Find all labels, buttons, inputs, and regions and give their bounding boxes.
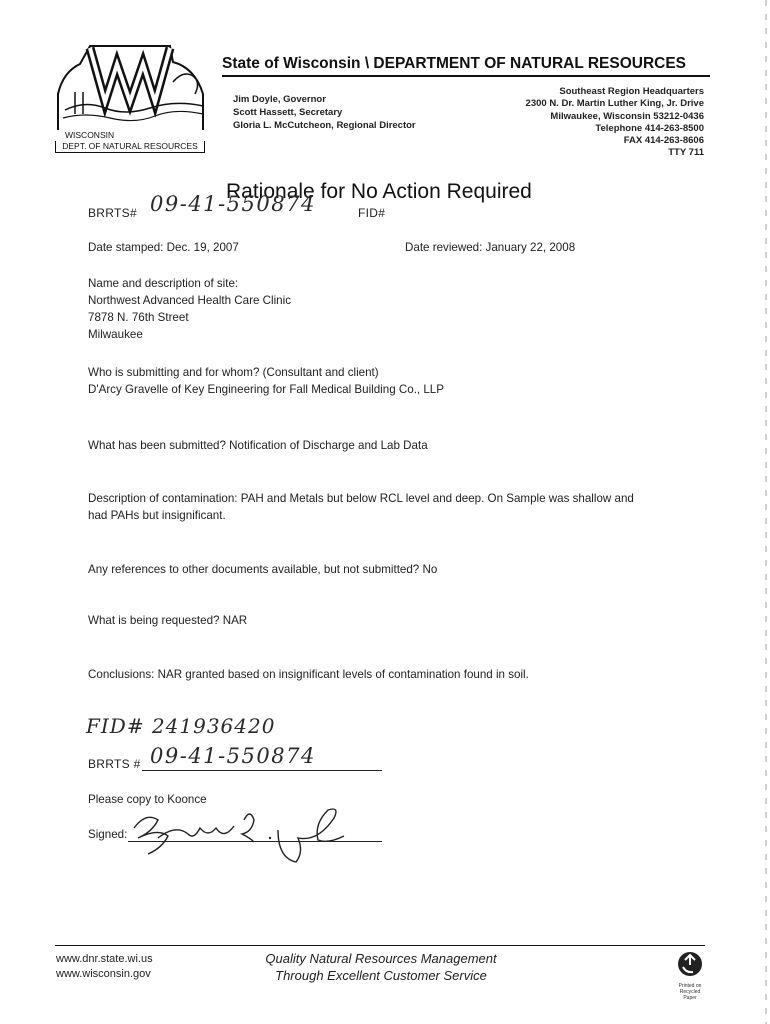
contamination-section bbox=[88, 490, 634, 524]
date-stamped: Date stamped: Dec. 19, 2007 bbox=[88, 241, 239, 254]
agency-rule bbox=[222, 75, 710, 77]
site-section bbox=[88, 275, 291, 343]
submitter-section bbox=[88, 364, 444, 398]
recycled-text-3: Paper bbox=[683, 995, 697, 1001]
logo-text-wisconsin: WISCONSIN bbox=[65, 130, 115, 140]
brrts-handwritten: 09-41-550874 bbox=[150, 192, 316, 216]
requested-line: What is being requested? NAR bbox=[88, 614, 248, 627]
footer-url-dnr[interactable]: www.dnr.state.wi.us bbox=[56, 953, 153, 965]
logo-caption bbox=[55, 130, 205, 153]
site-city: Milwaukee bbox=[88, 328, 143, 341]
submitter-question: Who is submitting and for whom? (Consultant and client) bbox=[88, 366, 379, 379]
hq-city: Milwaukee, Wisconsin 53212-0436 bbox=[550, 110, 704, 122]
signature bbox=[128, 798, 358, 868]
hq-tty: TTY 711 bbox=[668, 147, 704, 159]
official-regional-director: Gloria L. McCutcheon, Regional Director bbox=[233, 120, 416, 131]
hq-street: 2300 N. Dr. Martin Luther King, Jr. Drive bbox=[525, 98, 704, 110]
signed-label: Signed: bbox=[88, 828, 128, 841]
officials-list bbox=[233, 93, 416, 132]
hq-telephone: Telephone 414-263-8500 bbox=[595, 122, 704, 134]
date-reviewed: Date reviewed: January 22, 2008 bbox=[405, 241, 576, 254]
footer-motto bbox=[226, 950, 536, 984]
dnr-logo-mark bbox=[55, 42, 205, 130]
headquarters-address bbox=[526, 86, 704, 160]
fid-label: FID# bbox=[358, 206, 386, 220]
conclusions-line: Conclusions: NAR granted based on insignificant levels of contamination found in soil. bbox=[88, 668, 529, 681]
fid-handwritten: FID# 241936420 bbox=[86, 714, 276, 738]
contamination-line-1: Description of contamination: PAH and Metals but below RCL level and deep. On Sample was shallow and bbox=[88, 492, 634, 505]
hq-fax: FAX 414-263-8606 bbox=[623, 135, 704, 147]
dnr-logo bbox=[55, 42, 205, 154]
footer-motto-line-1: Quality Natural Resources Management bbox=[265, 951, 497, 966]
brrts-handwritten-2: 09-41-550874 bbox=[150, 744, 316, 768]
recycled-paper-badge bbox=[672, 950, 708, 1002]
footer-url-wisconsin[interactable]: www.wisconsin.gov bbox=[56, 968, 151, 980]
submitted-line: What has been submitted? Notification of Discharge and Lab Data bbox=[88, 439, 428, 452]
recycled-text-1: Printed on bbox=[678, 983, 702, 989]
footer-links bbox=[56, 952, 153, 982]
signature-drawing bbox=[128, 798, 358, 868]
site-heading: Name and description of site: bbox=[88, 277, 239, 290]
footer-motto-line-2: Through Excellent Customer Service bbox=[275, 968, 487, 983]
recycled-text-2: Recycled bbox=[679, 989, 701, 995]
brrts-underline bbox=[142, 770, 382, 771]
brrts-label: BRRTS# bbox=[88, 206, 137, 220]
references-line: Any references to other documents available, but not submitted? No bbox=[88, 563, 438, 576]
contamination-line-2: had PAHs but insignificant. bbox=[88, 509, 226, 522]
official-governor: Jim Doyle, Governor bbox=[233, 94, 326, 105]
brrts-label-2: BRRTS # bbox=[88, 757, 141, 771]
site-name: Northwest Advanced Health Care Clinic bbox=[88, 294, 291, 307]
hq-name: Southeast Region Headquarters bbox=[559, 86, 704, 97]
recycle-icon bbox=[676, 950, 704, 978]
copy-note: Please copy to Koonce bbox=[88, 793, 207, 806]
submitter-answer: D'Arcy Gravelle of Key Engineering for Fall Medical Building Co., LLP bbox=[88, 383, 444, 396]
site-street: 7878 N. 76th Street bbox=[88, 311, 189, 324]
logo-text-dept: DEPT. OF NATURAL RESOURCES bbox=[55, 141, 205, 153]
footer-rule bbox=[55, 945, 705, 946]
official-secretary: Scott Hassett, Secretary bbox=[233, 107, 343, 118]
agency-title: State of Wisconsin \ DEPARTMENT OF NATURAL RESOURCES bbox=[222, 55, 687, 72]
document-title: Rationale for No Action Required bbox=[226, 180, 532, 203]
scan-edge bbox=[765, 0, 767, 1024]
